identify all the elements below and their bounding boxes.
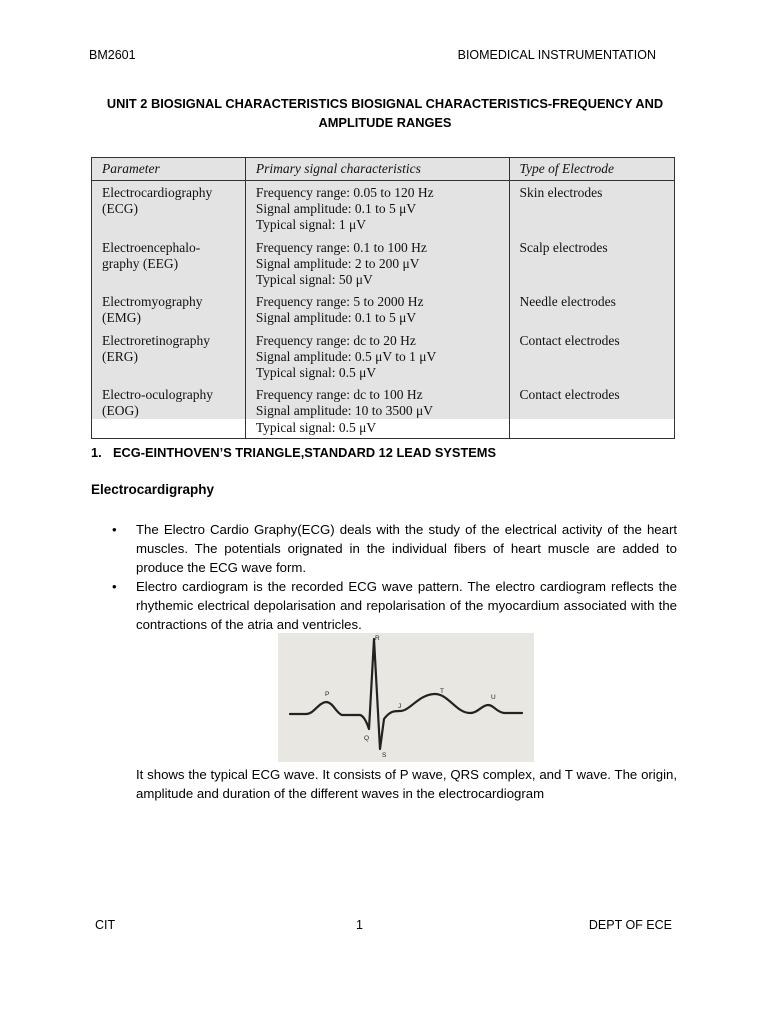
signal-amplitude: Signal amplitude: 0.1 to 5 μV [255, 310, 417, 326]
column-header: Type of Electrode [509, 158, 675, 181]
parameter-name: Electroretinography [102, 332, 210, 348]
frequency-range: Frequency range: 5 to 2000 Hz [255, 294, 424, 310]
characteristics-cell [245, 236, 509, 291]
parameter-name: Electro-oculography [102, 387, 213, 403]
label-s: S [382, 752, 387, 759]
bullet-icon: • [112, 522, 117, 537]
parameter-abbrev: (ECG) [102, 201, 138, 217]
electrode-cell: Skin electrodes [509, 181, 675, 236]
label-p: P [325, 691, 330, 698]
bullet-text: Electro cardiogram is the recorded ECG wave pattern. The electro cardiogram reflects the rhythemic electrical depolarisation and repolarisation of the myocardium associated with the contractions of the atria and ventricles. [136, 579, 677, 632]
header-course-title: BIOMEDICAL INSTRUMENTATION [457, 48, 656, 62]
list-item [110, 577, 677, 634]
signal-amplitude: Signal amplitude: 10 to 3500 μV [255, 403, 433, 419]
ecg-waveform-svg [278, 633, 534, 762]
subheading: Electrocardigraphy [91, 482, 215, 497]
frequency-range: Frequency range: 0.05 to 120 Hz [255, 185, 434, 200]
biosignal-table [91, 157, 675, 439]
footer-department: DEPT OF ECE [588, 918, 672, 932]
page-number: 1 [356, 918, 363, 932]
parameter-cell [92, 329, 246, 384]
electrode-cell: Needle electrodes [509, 290, 675, 328]
signal-amplitude: Signal amplitude: 0.5 μV to 1 μV [255, 348, 437, 364]
frequency-range: Frequency range: dc to 20 Hz [255, 332, 416, 348]
table-row [92, 329, 675, 384]
label-r: R [375, 635, 380, 642]
bullet-list [110, 520, 677, 634]
frequency-range: Frequency range: 0.1 to 100 Hz [255, 239, 427, 255]
signal-amplitude: Signal amplitude: 0.1 to 5 μV [255, 201, 417, 217]
parameter-cell [92, 383, 246, 438]
label-u: U [491, 694, 496, 701]
frequency-range: Frequency range: dc to 100 Hz [255, 387, 423, 403]
table-header-row [92, 158, 675, 181]
parameter-cell [92, 181, 246, 236]
table-row [92, 236, 675, 291]
parameter-cell [92, 236, 246, 291]
column-header: Primary signal characteristics [245, 158, 509, 181]
column-header: Parameter [92, 158, 246, 181]
label-t: T [440, 688, 444, 695]
parameter-abbrev: graphy (EEG) [102, 255, 179, 271]
label-q: Q [364, 735, 370, 742]
figure-caption: It shows the typical ECG wave. It consists of P wave, QRS complex, and T wave. The origin, amplitude and duration of the different waves in the electrocardiogram [136, 767, 677, 801]
parameter-name: Electrocardiography [102, 185, 213, 200]
biosignal-table-container [91, 157, 675, 435]
header-course-code: BM2601 [89, 48, 136, 62]
typical-signal: Typical signal: 0.5 μV [255, 419, 377, 435]
electrode-cell: Contact electrodes [509, 329, 675, 384]
electrode-cell: Contact electrodes [509, 383, 675, 438]
parameter-name: Electroencephalo- [102, 239, 201, 255]
ecg-waveform-figure [278, 633, 534, 762]
parameter-abbrev: (EOG) [102, 403, 139, 419]
section-heading [91, 445, 496, 460]
signal-amplitude: Signal amplitude: 2 to 200 μV [255, 255, 420, 271]
section-number: 1. [91, 445, 102, 460]
typical-signal: Typical signal: 50 μV [255, 272, 373, 288]
table-row [92, 383, 675, 438]
table-row [92, 181, 675, 236]
parameter-abbrev: (EMG) [102, 310, 141, 326]
bullet-text: The Electro Cardio Graphy(ECG) deals with the study of the electrical activity of the heart muscles. The potentials orignated in the individual fibers of heart muscle are added to produce the ECG wave form. [136, 522, 677, 575]
page-title: UNIT 2 BIOSIGNAL CHARACTERISTICS BIOSIGNAL CHARACTERISTICS-FREQUENCY AND AMPLITUDE RANGES [106, 96, 664, 130]
typical-signal: Typical signal: 1 μV [255, 217, 367, 233]
parameter-name: Electromyography [102, 294, 203, 310]
characteristics-cell [245, 290, 509, 328]
characteristics-cell [245, 181, 509, 236]
footer-institution: CIT [95, 918, 116, 932]
section-title: ECG-EINTHOVEN’S TRIANGLE,STANDARD 12 LEAD SYSTEMS [113, 445, 496, 460]
label-j: J [398, 703, 402, 710]
electrode-cell: Scalp electrodes [509, 236, 675, 291]
characteristics-cell [245, 329, 509, 384]
table-row [92, 290, 675, 328]
characteristics-cell [245, 383, 509, 438]
bullet-icon: • [112, 579, 117, 594]
parameter-cell [92, 290, 246, 328]
typical-signal: Typical signal: 0.5 μV [255, 365, 377, 381]
parameter-abbrev: (ERG) [102, 348, 138, 364]
list-item [110, 520, 677, 577]
